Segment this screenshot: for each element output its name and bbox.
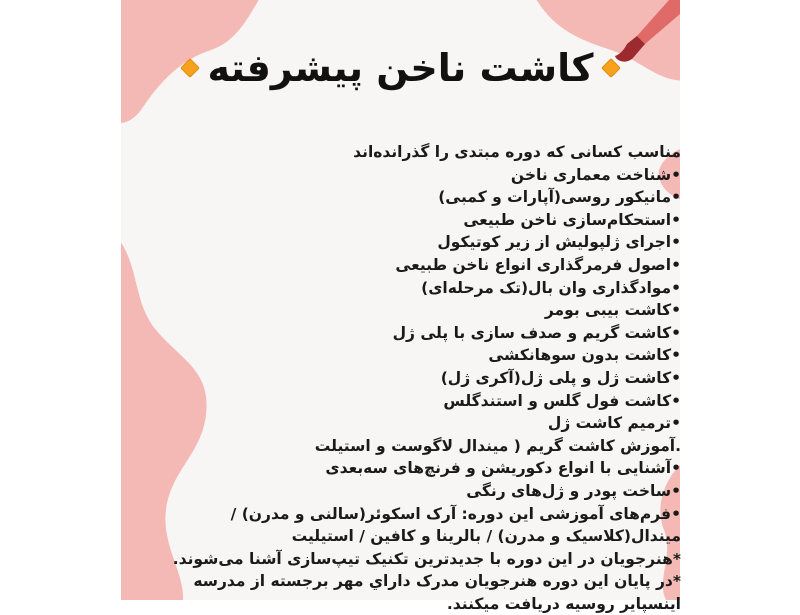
syllabus-line: *هنرجویان در این دوره با جدیدترین تکنیک تیپ‌سازی آشنا می‌شوند. (172, 549, 681, 568)
title-row (121, 36, 680, 100)
syllabus-line: •کاشت ژل و پلی ژل(آکری ژل) (440, 368, 681, 387)
syllabus-line: •استحکام‌سازی ناخن طبیعی (463, 210, 681, 229)
syllabus-line: •کاشت بیبی بومر (544, 301, 681, 320)
diamond-icon (181, 58, 201, 78)
syllabus-line: •اصول فرمرگذاری انواع ناخن طبیعی (395, 255, 681, 274)
page-title: کاشت ناخن پیشرفته (207, 46, 594, 90)
diamond-icon (601, 58, 621, 78)
syllabus-line: •آشنایی با انواع دکوریشن و فرنچ‌های سه‌بعدی (325, 459, 681, 478)
syllabus-line: •کاشت گریم و صدف سازی با پلی ژل (392, 323, 681, 342)
syllabus-line: •کاشت بدون سوهانکشی (488, 346, 681, 365)
syllabus-line: •موادگذاری وان بال(تک مرحله‌ای) (421, 278, 681, 297)
syllabus-line: •ساخت پودر و ژل‌های رنگی (466, 481, 681, 500)
syllabus-line: مناسب کسانی که دوره مبتدی را گذرانده‌اند (353, 143, 681, 161)
syllabus-line: •فرم‌های آموزشی این دوره: آرک اسکوئر(سالنی و مدرن) / میندال(کلاسیک و مدرن) / بالرینا و کافین / استیلیت (230, 504, 681, 546)
syllabus-line: •شناخت معماری ناخن (510, 165, 681, 184)
syllabus-line: •ترمیم کاشت ژل (547, 414, 681, 433)
syllabus-line: •کاشت فول گلس و استندگلس (443, 391, 681, 410)
syllabus-line: .آموزش کاشت گریم ( میندال لاگوست و استیلت (314, 436, 681, 455)
syllabus-line: *در پایان این دوره هنرجویان مدرک داراي مهر برجسته از مدرسه اینسپایر روسیه دریافت میکنند. (193, 572, 681, 613)
course-syllabus (136, 141, 681, 615)
syllabus-line: •اجرای ژلپولیش از زیر کوتیکول (437, 233, 681, 252)
syllabus-line: •مانیکور روسی(آپارات و کمبی) (438, 188, 681, 207)
